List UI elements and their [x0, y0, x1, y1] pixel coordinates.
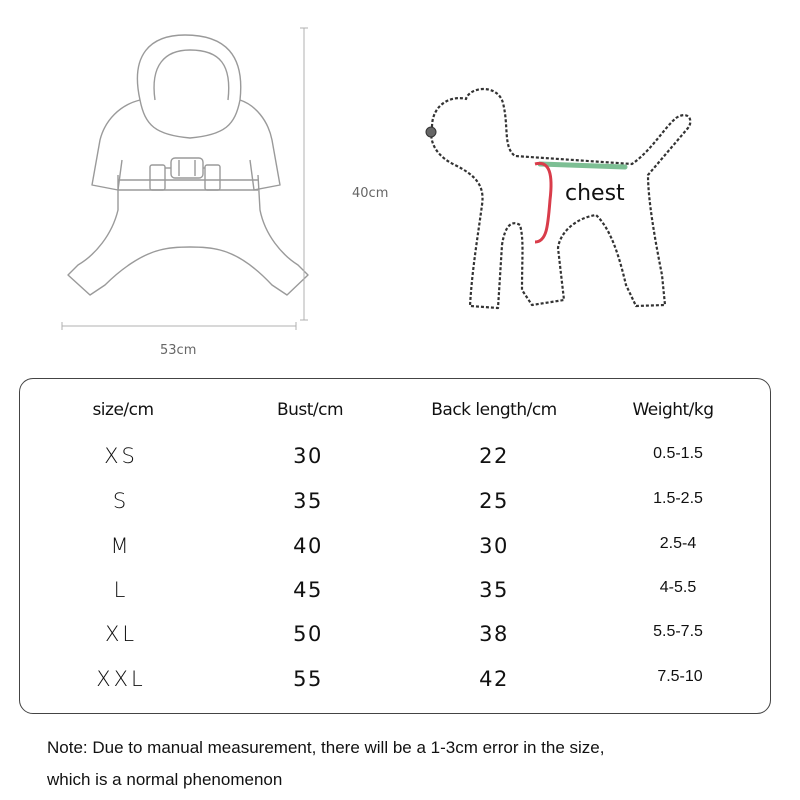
bust-cell: 35 [293, 489, 323, 513]
bust-cell: 40 [293, 534, 323, 558]
garment-illustration [40, 15, 320, 345]
table-row [20, 489, 770, 529]
weight-cell: 5.5-7.5 [653, 623, 703, 640]
bust-cell: 50 [293, 622, 323, 646]
back-length-cell: 25 [479, 489, 509, 513]
header-size: size/cm [92, 400, 154, 420]
bust-cell: 45 [293, 578, 323, 602]
header-weight: Weight/kg [632, 400, 714, 420]
size-cell: M [110, 534, 132, 558]
back-length-cell: 22 [479, 444, 509, 468]
size-cell: XS [104, 444, 138, 468]
width-dimension-label: 53cm [160, 343, 197, 358]
bust-cell: 55 [293, 667, 323, 691]
table-row [20, 622, 770, 662]
note-line-1: Note: Due to manual measurement, there will be a 1-3cm error in the size, [47, 738, 605, 757]
size-cell: XXL [96, 667, 146, 691]
size-chart-table [19, 378, 771, 714]
bust-cell: 30 [293, 444, 323, 468]
weight-cell: 4-5.5 [659, 579, 697, 596]
chest-marker [535, 163, 551, 242]
weight-cell: 1.5-2.5 [653, 490, 703, 507]
table-row [20, 578, 770, 618]
weight-cell: 7.5-10 [657, 668, 703, 685]
size-cell: XL [104, 622, 138, 646]
back-length-cell: 38 [479, 622, 509, 646]
back-length-cell: 30 [479, 534, 509, 558]
back-length-marker [540, 164, 625, 167]
dog-nose [426, 127, 436, 137]
weight-cell: 0.5-1.5 [653, 445, 703, 462]
note-line-2: which is a normal phenomenon [47, 770, 283, 789]
header-bust: Bust/cm [276, 400, 344, 420]
height-dimension-label: 40cm [352, 186, 389, 201]
table-row [20, 667, 770, 707]
back-length-cell: 42 [479, 667, 509, 691]
measurement-note [47, 732, 777, 796]
chest-label: chest [565, 181, 625, 206]
header-back-length: Back length/cm [431, 400, 557, 420]
dog-outline [431, 89, 690, 308]
size-cell: L [113, 578, 129, 602]
weight-cell: 2.5-4 [659, 535, 697, 552]
back-length-cell: 35 [479, 578, 509, 602]
size-cell: S [112, 489, 130, 513]
table-row [20, 444, 770, 484]
dog-measurement-illustration [410, 75, 710, 325]
table-row [20, 534, 770, 574]
